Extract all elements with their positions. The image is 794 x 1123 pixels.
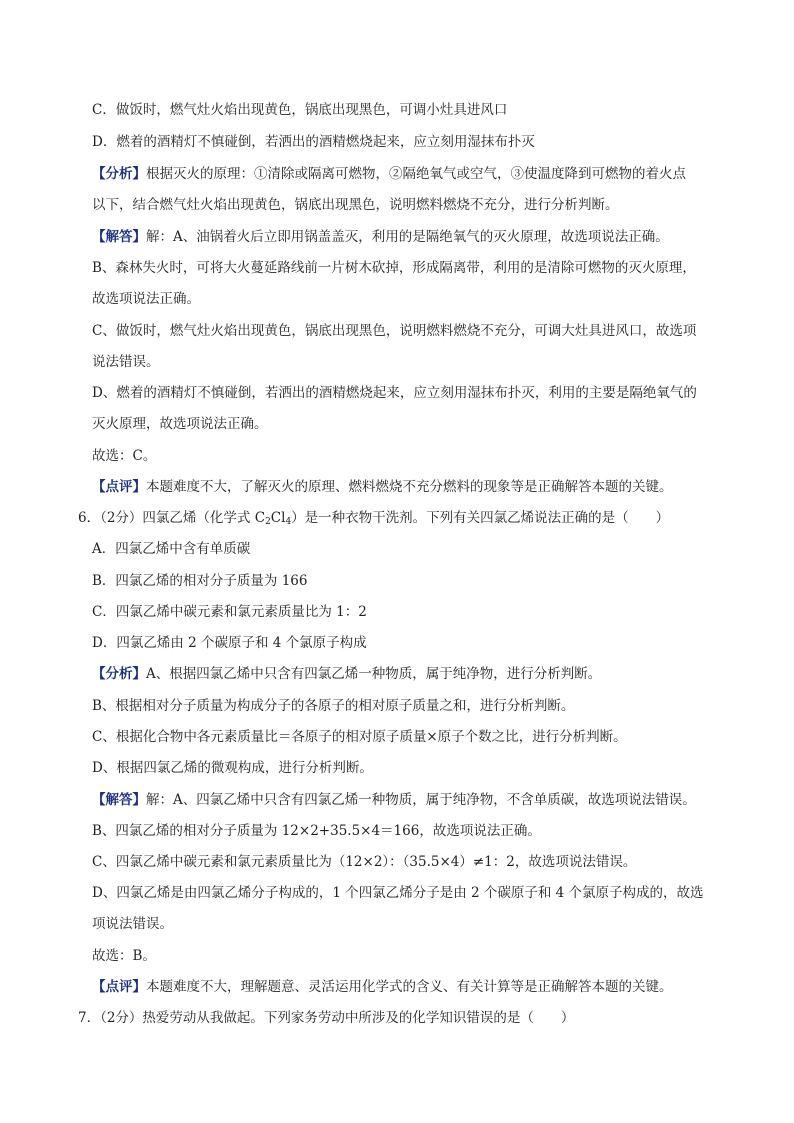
q5-answer-a: 解：A、油锅着火后立即用锅盖盖灭，利用的是隔绝氧气的灭火原理，故选项说法正确。	[146, 229, 669, 245]
q6-option-b: B．四氯乙烯的相对分子质量为 166	[92, 573, 308, 589]
q5-answer-c-1: C、做饭时，燃气灶火焰出现黄色，锅底出现黑色，说明燃料燃烧不充分，可调大灶具进风口，故选项	[92, 323, 697, 339]
q5-answer	[92, 228, 734, 246]
q6-option-c: C．四氯乙烯中碳元素和氯元素质量比为 1：2	[92, 604, 367, 620]
q5-analysis-text-1: 根据灭火的原理：①清除或隔离可燃物，②隔绝氧气或空气，③使温度降到可燃物的着火点	[146, 166, 686, 182]
q6-comment-text: 本题难度不大，理解题意、灵活运用化学式的含义、有关计算等是正确解答本题的关键。	[146, 979, 673, 995]
q6-option-d: D．四氯乙烯由 2 个碳原子和 4 个氯原子构成	[92, 635, 367, 651]
answer-tag: 【解答】	[92, 792, 146, 808]
q6-answer	[92, 791, 734, 809]
q5-comment	[92, 478, 734, 496]
q5-option-d: D．燃着的酒精灯不慎碰倒，若洒出的酒精燃烧起来，应立刻用湿抹布扑灭	[92, 134, 535, 150]
q6-formula-sub-2: 4	[285, 517, 292, 527]
q6-analysis	[92, 665, 734, 683]
q6-analysis-c: C、根据化合物中各元素质量比＝各原子的相对原子质量×原子个数之比，进行分析判断。	[92, 729, 627, 745]
q5-answer-d-1: D、燃着的酒精灯不慎碰倒，若洒出的酒精燃烧起来，应立刻用湿抹布扑灭，利用的主要是隔绝氧气的	[92, 385, 697, 401]
q6-answer-b: B、四氯乙烯的相对分子质量为 12×2+35.5×4＝166，故选项说法正确。	[92, 823, 541, 839]
comment-tag: 【点评】	[92, 979, 146, 995]
q7-stem: 7．（2分）热爱劳动从我做起。下列家务劳动中所涉及的化学知识错误的是（ ）	[78, 1010, 575, 1026]
answer-tag: 【解答】	[92, 229, 146, 245]
q6-stem-pre: 6．（2分）四氯乙烯（化学式 C	[78, 510, 266, 526]
q5-choice: 故选：C。	[92, 448, 157, 464]
q6-answer-c: C、四氯乙烯中碳元素和氯元素质量比为（12×2）：（35.5×4）≠1：2，故选项说法错误。	[92, 854, 637, 870]
q6-comment	[92, 978, 734, 996]
q6-choice: 故选：B。	[92, 948, 156, 964]
q6-answer-d-1: D、四氯乙烯是由四氯乙烯分子构成的，1 个四氯乙烯分子是由 2 个碳原子和 4 个氯原子构成的，故选	[92, 885, 704, 901]
q6-formula-mid: Cl	[270, 510, 286, 526]
q5-option-c: C．做饭时，燃气灶火焰出现黄色，锅底出现黑色，可调小灶具进风口	[92, 102, 508, 118]
q5-analysis	[92, 165, 734, 183]
analysis-tag: 【分析】	[92, 166, 146, 182]
q6-stem	[78, 509, 734, 527]
q5-analysis-text-2: 以下，结合燃气灶火焰出现黄色，锅底出现黑色，说明燃料燃烧不充分，进行分析判断。	[92, 197, 619, 213]
q5-answer-b-1: B、森林失火时，可将大火蔓延路线前一片树木砍掉，形成隔离带，利用的是清除可燃物的灭火原理，	[92, 260, 696, 276]
q5-comment-text: 本题难度不大，了解灭火的原理、燃料燃烧不充分燃料的现象等是正确解答本题的关键。	[146, 479, 673, 495]
comment-tag: 【点评】	[92, 479, 146, 495]
q6-answer-a: 解：A、四氯乙烯中只含有四氯乙烯一种物质，属于纯净物，不含单质碳，故选项说法错误。	[146, 792, 696, 808]
q5-answer-c-2: 说法错误。	[92, 354, 160, 370]
q6-analysis-a: A、根据四氯乙烯中只含有四氯乙烯一种物质，属于纯净物，进行分析判断。	[146, 666, 602, 682]
analysis-tag: 【分析】	[92, 666, 146, 682]
q6-stem-post: ）是一种衣物干洗剂。下列有关四氯乙烯说法正确的是（ ）	[291, 510, 670, 526]
q5-answer-d-2: 灭火原理，故选项说法正确。	[92, 416, 268, 432]
q6-answer-d-2: 项说法错误。	[92, 916, 173, 932]
q5-answer-b-2: 故选项说法正确。	[92, 291, 200, 307]
q6-formula-sub-1: 2	[265, 517, 271, 527]
q6-option-a: A．四氯乙烯中含有单质碳	[92, 541, 251, 557]
q6-analysis-b: B、根据相对分子质量为构成分子的各原子的相对原子质量之和，进行分析判断。	[92, 698, 575, 714]
q6-analysis-d: D、根据四氯乙烯的微观构成，进行分析判断。	[92, 760, 373, 776]
